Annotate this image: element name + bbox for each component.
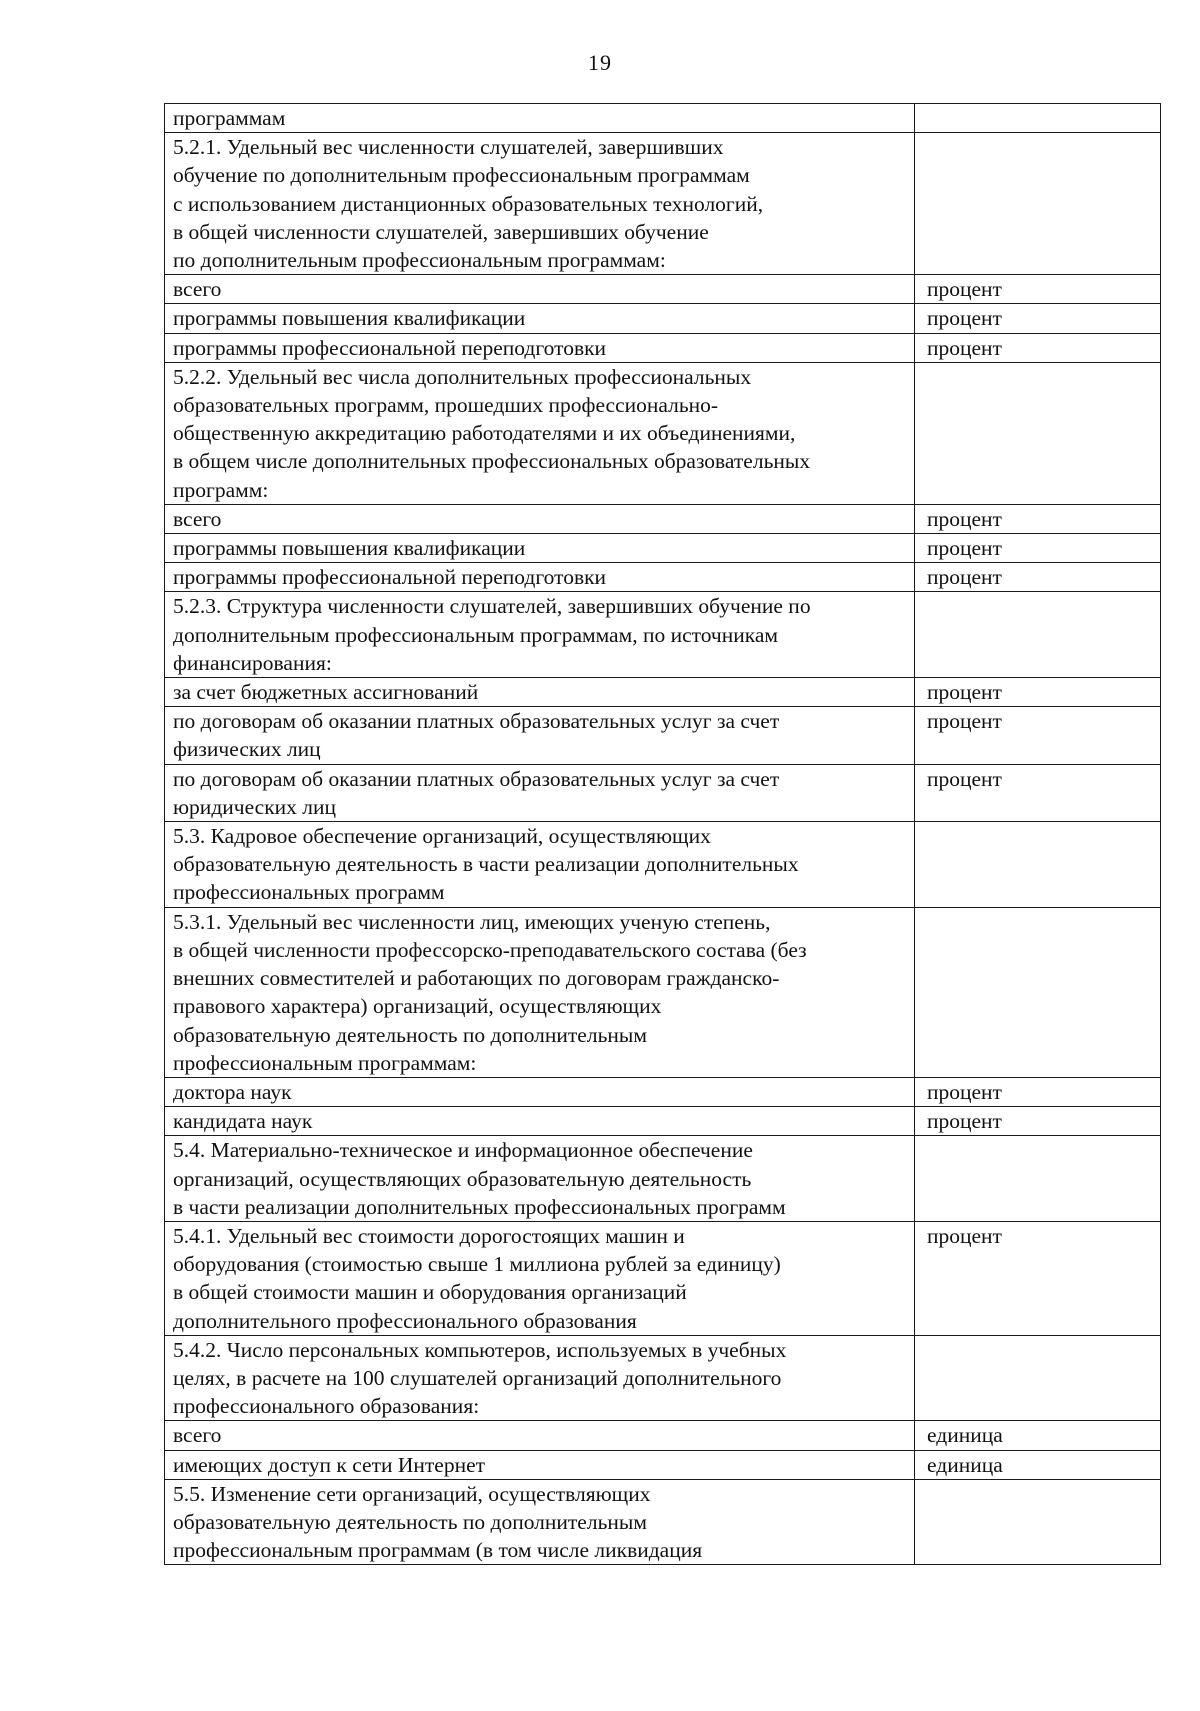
table-row — [165, 1136, 1161, 1222]
indicator-cell: программы повышения квалификации — [165, 534, 915, 563]
unit-cell: процент — [915, 1107, 1161, 1136]
unit-cell — [915, 592, 1161, 678]
indicator-cell: за счет бюджетных ассигнований — [165, 678, 915, 707]
table-row — [165, 304, 1161, 333]
table-row — [165, 822, 1161, 908]
indicators-table — [164, 103, 1161, 1565]
table-row — [165, 563, 1161, 592]
table-row — [165, 678, 1161, 707]
unit-cell: процент — [915, 764, 1161, 821]
table-row — [165, 764, 1161, 821]
table-row — [165, 275, 1161, 304]
unit-cell: процент — [915, 563, 1161, 592]
unit-cell: процент — [915, 534, 1161, 563]
unit-cell: процент — [915, 333, 1161, 362]
table-row — [165, 707, 1161, 764]
indicator-cell: 5.2.2. Удельный вес числа дополнительных профессиональных образовательных программ, прошедших профессионально- общественную аккредитацию работодателями и их объединениями, в общем числе дополнительных профессиональных образовательных программ: — [165, 362, 915, 504]
table-row — [165, 1077, 1161, 1106]
indicator-cell: 5.3.1. Удельный вес численности лиц, имеющих ученую степень, в общей численности профессорско-преподавательского состава (без внешних совместителей и работающих по договорам гражданско- правового характера) организаций, осуществляющих образовательную деятельность по дополнительным профессиональным программам: — [165, 907, 915, 1077]
table-row — [165, 504, 1161, 533]
indicator-cell: всего — [165, 275, 915, 304]
unit-cell — [915, 1479, 1161, 1565]
table-row — [165, 534, 1161, 563]
page-number: 19 — [588, 50, 612, 75]
indicator-cell: кандидата наук — [165, 1107, 915, 1136]
table-row — [165, 1421, 1161, 1450]
unit-cell: процент — [915, 678, 1161, 707]
unit-cell — [915, 907, 1161, 1077]
table-row — [165, 1335, 1161, 1421]
unit-cell: процент — [915, 304, 1161, 333]
indicator-cell: доктора наук — [165, 1077, 915, 1106]
indicator-cell: всего — [165, 1421, 915, 1450]
table-row — [165, 592, 1161, 678]
unit-cell — [915, 133, 1161, 275]
indicator-cell: 5.4.2. Число персональных компьютеров, используемых в учебных целях, в расчете на 100 слушателей организаций дополнительного профессионального образования: — [165, 1335, 915, 1421]
unit-cell: процент — [915, 707, 1161, 764]
unit-cell: единица — [915, 1450, 1161, 1479]
table-row — [165, 1450, 1161, 1479]
indicator-cell: программам — [165, 104, 915, 133]
unit-cell — [915, 104, 1161, 133]
indicator-cell: 5.2.1. Удельный вес численности слушателей, завершивших обучение по дополнительным профессиональным программам с использованием дистанционных образовательных технологий, в общей численности слушателей, завершивших обучение по дополнительным профессиональным программам: — [165, 133, 915, 275]
indicator-cell: 5.3. Кадровое обеспечение организаций, осуществляющих образовательную деятельность в части реализации дополнительных профессиональных программ — [165, 822, 915, 908]
table-row — [165, 1221, 1161, 1335]
unit-cell: процент — [915, 275, 1161, 304]
table-row — [165, 133, 1161, 275]
table-row — [165, 362, 1161, 504]
indicator-cell: имеющих доступ к сети Интернет — [165, 1450, 915, 1479]
indicator-cell: 5.2.3. Структура численности слушателей, завершивших обучение по дополнительным профессиональным программам, по источникам финансирования: — [165, 592, 915, 678]
unit-cell: единица — [915, 1421, 1161, 1450]
indicator-cell: всего — [165, 504, 915, 533]
unit-cell — [915, 822, 1161, 908]
indicator-cell: по договорам об оказании платных образовательных услуг за счет юридических лиц — [165, 764, 915, 821]
unit-cell: процент — [915, 1221, 1161, 1335]
table-row — [165, 1107, 1161, 1136]
indicator-cell: 5.4. Материально-техническое и информационное обеспечение организаций, осуществляющих образовательную деятельность в части реализации дополнительных профессиональных программ — [165, 1136, 915, 1222]
indicator-cell: программы повышения квалификации — [165, 304, 915, 333]
unit-cell — [915, 1136, 1161, 1222]
indicator-cell: по договорам об оказании платных образовательных услуг за счет физических лиц — [165, 707, 915, 764]
indicator-cell: 5.4.1. Удельный вес стоимости дорогостоящих машин и оборудования (стоимостью свыше 1 миллиона рублей за единицу) в общей стоимости машин и оборудования организаций дополнительного профессионального образования — [165, 1221, 915, 1335]
table-row — [165, 333, 1161, 362]
unit-cell — [915, 1335, 1161, 1421]
unit-cell: процент — [915, 1077, 1161, 1106]
indicator-cell: 5.5. Изменение сети организаций, осуществляющих образовательную деятельность по дополнительным профессиональным программам (в том числе ликвидация — [165, 1479, 915, 1565]
table-row — [165, 1479, 1161, 1565]
table-row — [165, 104, 1161, 133]
table-row — [165, 907, 1161, 1077]
indicator-cell: программы профессиональной переподготовки — [165, 333, 915, 362]
indicator-cell: программы профессиональной переподготовки — [165, 563, 915, 592]
unit-cell: процент — [915, 504, 1161, 533]
unit-cell — [915, 362, 1161, 504]
